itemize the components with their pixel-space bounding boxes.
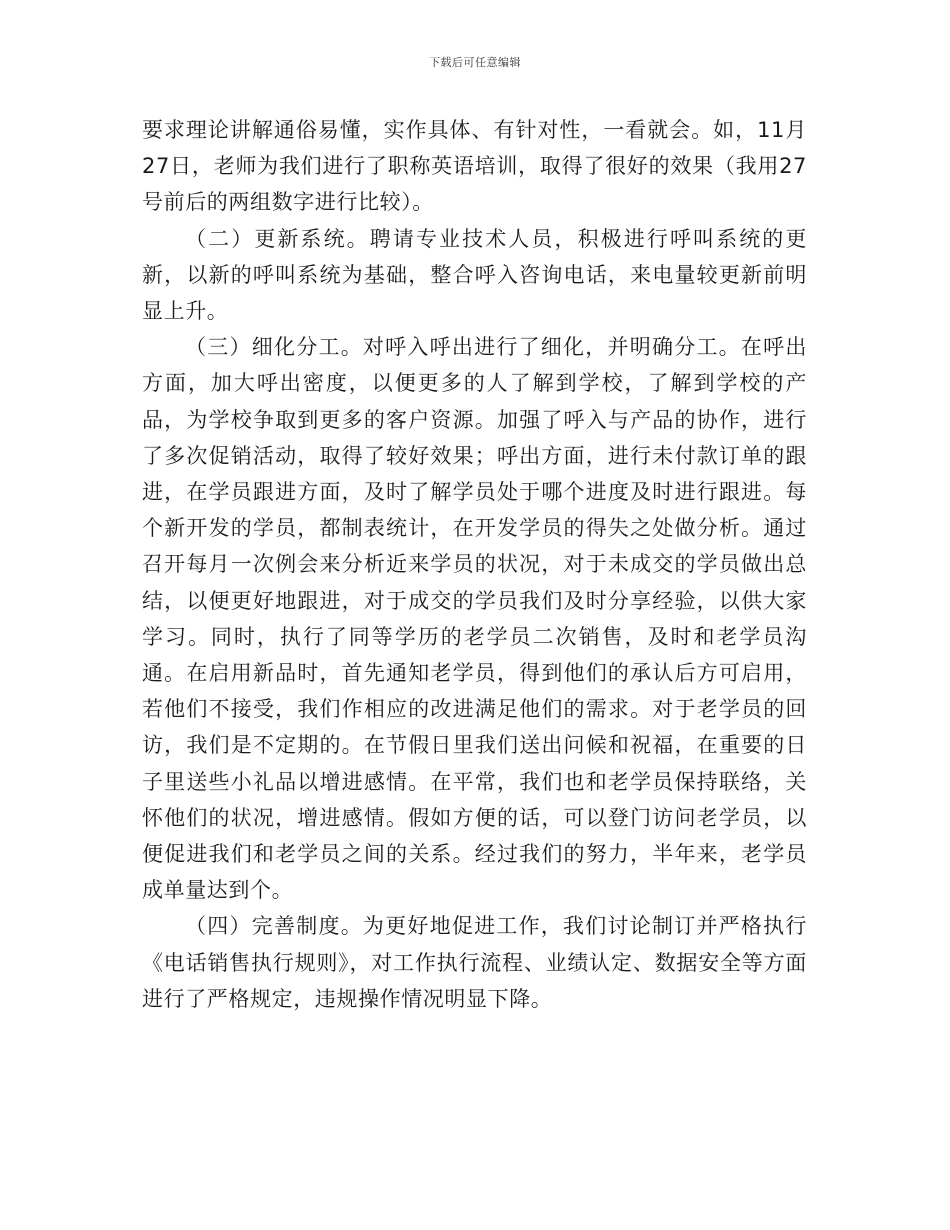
page-header: 下载后可任意编辑 [429, 56, 521, 69]
paragraph-update-system: （二）更新系统。聘请专业技术人员，积极进行呼叫系统的更新，以新的呼叫系统为基础，整合呼入咨询电话，来电量较更新前明显上升。 [142, 226, 807, 324]
document-body [142, 112, 807, 1017]
paragraph-training: 要求理论讲解通俗易懂，实作具体、有针对性，一看就会。如，11月27日，老师为我们进行了职称英语培训，取得了很好的效果（我用27号前后的两组数字进行比较）。 [142, 118, 807, 215]
paragraph-improve-rules: （四）完善制度。为更好地促进工作，我们讨论制订并严格执行《电话销售执行规则》，对工作执行流程、业绩认定、数据安全等方面进行了严格规定，违规操作情况明显下降。 [142, 914, 807, 1011]
paragraph-division-of-work: （三）细化分工。对呼入呼出进行了细化，并明确分工。在呼出方面，加大呼出密度，以便更多的人了解到学校，了解到学校的产品，为学校争取到更多的客户资源。加强了呼入与产品的协作，进行了多次促销活动，取得了较好效果；呼出方面，进行未付款订单的跟进，在学员跟进方面，及时了解学员处于哪个进度及时进行跟进。每个新开发的学员，都制表统计，在开发学员的得失之处做分析。通过召开每月一次例会来分析近来学员的状况，对于未成交的学员做出总结，以便更好地跟进，对于成交的学员我们及时分享经验，以供大家学习。同时，执行了同等学历的老学员二次销售，及时和老学员沟通。在启用新品时，首先通知老学员，得到他们的承认后方可启用，若他们不接受，我们作相应的改进满足他们的需求。对于老学员的回访，我们是不定期的。在节假日里我们送出问候和祝福，在重要的日子里送些小礼品以增进感情。在平常，我们也和老学员保持联络，关怀他们的状况，增进感情。假如方便的话，可以登门访问老学员，以便促进我们和老学员之间的关系。经过我们的努力，半年来，老学员成单量达到个。 [142, 335, 807, 903]
